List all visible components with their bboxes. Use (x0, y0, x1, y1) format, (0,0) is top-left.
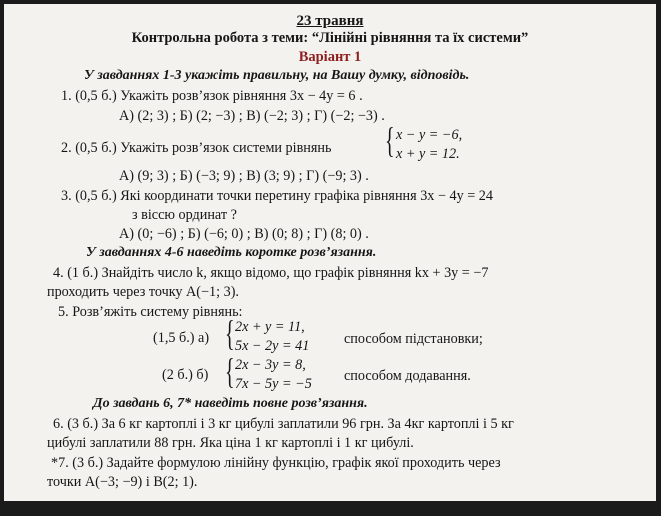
variant-label: Варіант 1 (298, 49, 362, 65)
question-5b-method: способом додавання. (344, 368, 471, 384)
question-2-equation-2: x + y = 12. (396, 146, 460, 162)
question-5a-equation-2: 5x − 2y = 41 (235, 338, 310, 354)
question-5b-brace: { (225, 351, 235, 391)
section-2-instruction: У завданнях 4-6 наведіть коротке розв’язання. (86, 245, 377, 260)
question-5b-equation-2: 7x − 5y = −5 (235, 376, 312, 392)
test-title: Контрольна робота з теми: “Лінійні рівняння та їх системи” (131, 30, 529, 46)
date-heading: 23 травня (296, 13, 364, 29)
question-3-options: А) (0; −6) ; Б) (−6; 0) ; В) (0; 8) ; Г) (8; 0) . (119, 226, 369, 242)
question-5b-label: (2 б.) б) (162, 367, 209, 383)
question-5-prompt: 5. Розв’яжіть систему рівнянь: (58, 304, 243, 320)
question-6-line-1: 6. (3 б.) За 6 кг картоплі і 3 кг цибулі заплатили 96 грн. За 4кг картоплі і 5 кг (53, 416, 514, 432)
question-5a-method: способом підстановки; (344, 331, 483, 347)
question-5a-brace: { (225, 313, 235, 353)
question-5b-equation-1: 2x − 3y = 8, (235, 357, 306, 373)
question-2-prompt: 2. (0,5 б.) Укажіть розв’язок системи рівнянь (61, 140, 332, 156)
section-3-instruction: До завдань 6, 7* наведіть повне розв’язання. (93, 396, 368, 411)
question-3-prompt-continued: з віссю ординат ? (132, 207, 237, 223)
question-6-line-2: цибулі заплатили 88 грн. Яка ціна 1 кг картоплі і 1 кг цибулі. (47, 435, 414, 451)
question-4-line-1: 4. (1 б.) Знайдіть число k, якщо відомо, що графік рівняння kx + 3y = −7 (53, 265, 489, 281)
question-2-options: А) (9; 3) ; Б) (−3; 9) ; В) (3; 9) ; Г) (−9; 3) . (119, 168, 369, 184)
question-1-prompt: 1. (0,5 б.) Укажіть розв’язок рівняння 3x − 4y = 6 . (61, 88, 363, 104)
question-2-equation-1: x − y = −6, (396, 127, 463, 143)
section-1-instruction: У завданнях 1-3 укажіть правильну, на Вашу думку, відповідь. (84, 68, 470, 83)
question-5a-equation-1: 2x + y = 11, (235, 319, 305, 335)
question-2-system-brace: { (385, 120, 395, 160)
question-3-prompt: 3. (0,5 б.) Які координати точки перетину графіка рівняння 3x − 4y = 24 (61, 188, 493, 204)
question-7-line-1: *7. (3 б.) Задайте формулою лінійну функцію, графік якої проходить через (51, 455, 501, 471)
question-7-line-2: точки A(−3; −9) і B(2; 1). (47, 474, 198, 490)
question-4-line-2: проходить через точку A(−1; 3). (47, 284, 239, 300)
worksheet-page (4, 4, 656, 501)
question-1-options: А) (2; 3) ; Б) (2; −3) ; В) (−2; 3) ; Г) (−2; −3) . (119, 108, 385, 124)
question-5a-label: (1,5 б.) а) (153, 330, 210, 346)
